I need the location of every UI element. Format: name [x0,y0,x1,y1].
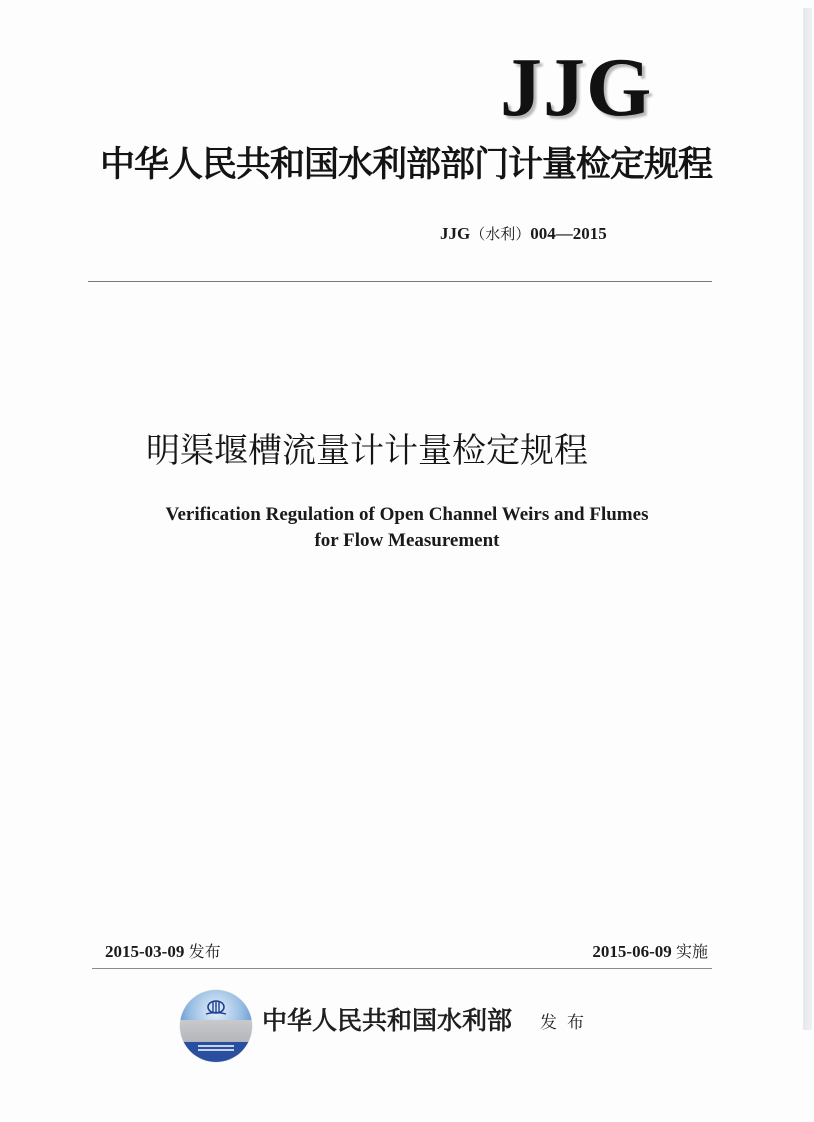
main-title: 明渠堰槽流量计计量检定规程 [146,431,588,471]
page-edge-shadow [803,8,812,1030]
bottom-divider [92,968,712,969]
dates-row [105,939,708,965]
publisher-action: 发布 [540,1013,594,1033]
english-title-line-2: for Flow Measurement [314,530,500,551]
implementation-date-label: 实施 [675,942,708,961]
doc-code-prefix: JJG [440,224,471,243]
issue-date-value: 2015-03-09 [105,942,185,961]
english-title-line-1: Verification Regulation of Open Channel Weirs and Flumes [165,504,649,525]
issue-date [105,939,221,965]
series-title: 中华人民共和国水利部部门计量检定规程 [100,144,713,185]
issue-date-label: 发布 [188,942,221,961]
seal-scratch-band [180,1020,252,1042]
publisher-name: 中华人民共和国水利部 [262,1006,513,1035]
jjg-logo: JJG [500,41,653,134]
document-code [440,222,607,246]
seal-serial-text [198,1045,234,1055]
water-emblem-icon [205,1000,227,1016]
implementation-date-value: 2015-06-09 [592,942,672,961]
doc-code-dept: （水利） [470,225,531,243]
implementation-date [592,939,708,965]
english-title [100,502,714,554]
doc-code-number: 004—2015 [530,224,607,243]
anti-counterfeit-seal-icon [180,990,252,1062]
top-divider [88,281,712,282]
